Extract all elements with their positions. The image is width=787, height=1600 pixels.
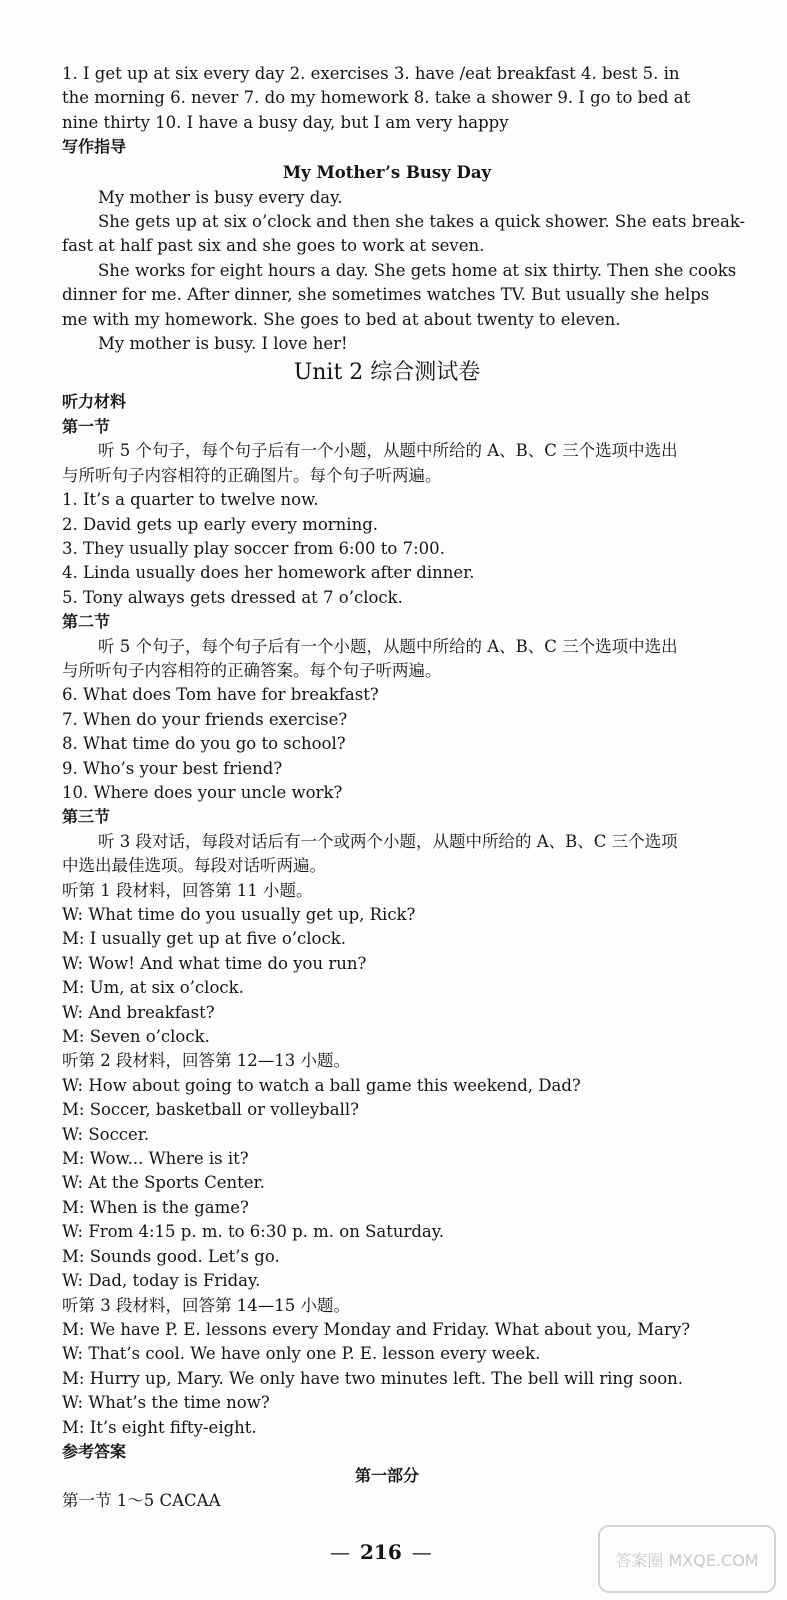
- essay-line: fast at half past six and she goes to work at seven.: [62, 236, 485, 256]
- list-item: 3. They usually play soccer from 6:00 to 7:00.: [62, 538, 445, 558]
- instruction: 中选出最佳选项。每段对话听两遍。: [62, 856, 326, 876]
- dialogue-line: W: Soccer.: [62, 1124, 150, 1144]
- listening-section: [62, 390, 712, 1439]
- dialogue-line: M: Soccer, basketball or volleyball?: [62, 1100, 359, 1120]
- answer-line: 1. I get up at six every day 2. exercises 3. have /eat breakfast 4. best 5. in: [62, 64, 680, 83]
- page-number-value: 216: [360, 1540, 402, 1564]
- unit-title: Unit 2 综合测试卷: [293, 360, 481, 386]
- dialogue-line: W: Wow! And what time do you run?: [62, 953, 367, 973]
- list-item: 10. Where does your uncle work?: [62, 782, 343, 802]
- previous-answers: [62, 62, 712, 135]
- dialogue-line: W: How about going to watch a ball game this weekend, Dad?: [62, 1075, 581, 1095]
- answer-line: nine thirty 10. I have a busy day, but I am very happy: [62, 112, 509, 132]
- watermark-text: 答案圈 MXQE.COM: [615, 1551, 759, 1570]
- instruction: 听 5 个句子，每个句子后有一个小题，从题中所给的 A、B、C 三个选项中选出: [98, 636, 678, 656]
- dialogue-line: W: What time do you usually get up, Rick?: [62, 905, 416, 924]
- section-1-heading: 第一节: [62, 416, 111, 436]
- dialogue-line: W: At the Sports Center.: [62, 1173, 265, 1193]
- part-heading: 第一部分: [354, 1466, 419, 1486]
- dialogue-line: M: I usually get up at five o’clock.: [62, 929, 346, 949]
- essay-title: My Mother’s Busy Day: [282, 162, 492, 182]
- instruction: 听 3 段对话，每段对话后有一个或两个小题，从题中所给的 A、B、C 三个选项: [98, 831, 678, 851]
- list-item: 8. What time do you go to school?: [62, 734, 346, 754]
- watermark-logo: [597, 1524, 777, 1594]
- dialogue-heading: 听第 3 段材料，回答第 14—15 小题。: [62, 1295, 350, 1315]
- dialogue-line: M: It’s eight fifty-eight.: [62, 1417, 257, 1437]
- list-item: 4. Linda usually does her homework after dinner.: [62, 563, 475, 583]
- dialogue-line: M: Sounds good. Let’s go.: [62, 1246, 280, 1266]
- list-item: 6. What does Tom have for breakfast?: [62, 685, 379, 705]
- list-item: 5. Tony always gets dressed at 7 o’clock.: [62, 587, 403, 607]
- answer-line: the morning 6. never 7. do my homework 8. take a shower 9. I go to bed at: [62, 88, 691, 108]
- section-2-heading: 第二节: [62, 612, 111, 632]
- essay-line: me with my homework. She goes to bed at about twenty to eleven.: [62, 309, 621, 329]
- section-3-heading: 第三节: [62, 807, 111, 827]
- dialogue-line: W: From 4:15 p. m. to 6:30 p. m. on Saturday.: [62, 1222, 445, 1242]
- dialogue-line: M: Hurry up, Mary. We only have two minutes left. The bell will ring soon.: [62, 1368, 684, 1388]
- page-number: [320, 1540, 442, 1564]
- listening-heading: 听力材料: [62, 392, 127, 412]
- dialogue-line: M: When is the game?: [62, 1197, 249, 1217]
- dialogue-line: M: Seven o’clock.: [62, 1027, 210, 1047]
- essay-line: My mother is busy. I love her!: [98, 334, 348, 354]
- dialogue-line: W: What’s the time now?: [62, 1393, 270, 1413]
- essay-line: She gets up at six o’clock and then she takes a quick shower. She eats break-: [98, 212, 746, 232]
- dialogue-line: W: That’s cool. We have only one P. E. lesson every week.: [62, 1344, 541, 1364]
- instruction: 听 5 个句子，每个句子后有一个小题，从题中所给的 A、B、C 三个选项中选出: [98, 441, 678, 461]
- dialogue-line: M: Wow... Where is it?: [62, 1149, 249, 1169]
- list-item: 7. When do your friends exercise?: [62, 709, 348, 729]
- writing-heading: 写作指导: [62, 137, 127, 157]
- dialogue-line: W: And breakfast?: [62, 1002, 215, 1022]
- list-item: 2. David gets up early every morning.: [62, 514, 379, 534]
- list-item: 1. It’s a quarter to twelve now.: [62, 490, 319, 510]
- writing-section: [62, 135, 746, 356]
- dialogue-line: M: We have P. E. lessons every Monday and Friday. What about you, Mary?: [62, 1319, 691, 1339]
- dialogue-line: W: Dad, today is Friday.: [62, 1271, 261, 1291]
- instruction: 与所听句子内容相符的正确图片。每个句子听两遍。: [62, 465, 442, 485]
- essay-line: She works for eight hours a day. She gets home at six thirty. Then she cooks: [98, 260, 737, 280]
- dialogue-heading: 听第 1 段材料，回答第 11 小题。: [62, 880, 313, 900]
- reference-answers: [62, 1440, 712, 1513]
- dialogue-line: M: Um, at six o’clock.: [62, 978, 244, 998]
- instruction: 与所听句子内容相符的正确答案。每个句子听两遍。: [62, 660, 442, 680]
- essay-line: My mother is busy every day.: [98, 187, 343, 207]
- list-item: 9. Who’s your best friend?: [62, 758, 283, 778]
- dialogue-heading: 听第 2 段材料，回答第 12—13 小题。: [62, 1051, 350, 1071]
- reference-heading: 参考答案: [62, 1441, 127, 1461]
- essay-line: dinner for me. After dinner, she sometimes watches TV. But usually she helps: [62, 285, 710, 305]
- page-dash-left: —: [330, 1540, 350, 1564]
- answer-line: 第一节 1～5 CACAA: [62, 1490, 221, 1510]
- page-dash-right: —: [411, 1540, 432, 1564]
- page-content: [62, 0, 746, 1513]
